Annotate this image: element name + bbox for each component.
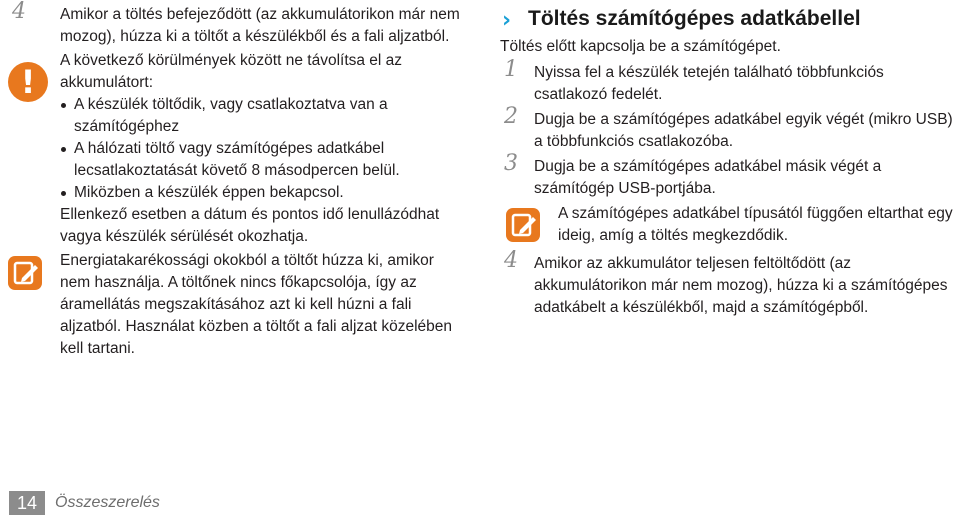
step-number: 2 bbox=[504, 104, 518, 129]
step-text: Amikor a töltés befejeződött (az akkumulátorikon már nem mozog), húzza ki a töltőt a készülékből és a fali aljzatból. bbox=[60, 6, 460, 45]
step-text: Nyissa fel a készülék tetején található többfunkciós csatlakozó fedelét. bbox=[534, 64, 884, 103]
warning-outro: Ellenkező esetben a dátum és pontos idő lenullázódhat vagya készülék sérülését okozhatja. bbox=[60, 206, 440, 245]
warning-intro: A következő körülmények között ne távolítsa el az akkumulátort: bbox=[60, 52, 403, 91]
warning-block bbox=[8, 50, 468, 248]
step-4 bbox=[500, 248, 955, 319]
note-text: A számítógépes adatkábel típusától függően eltarthat egy ideig, amíg a töltés megkezdődik. bbox=[558, 205, 953, 244]
list-item: Miközben a készülék éppen bekapcsol. bbox=[60, 182, 468, 204]
note-pencil-icon bbox=[8, 256, 42, 290]
step-2 bbox=[500, 104, 955, 153]
page-number: 14 bbox=[9, 491, 45, 515]
step-number: 3 bbox=[504, 151, 518, 176]
warning-icon: ! bbox=[8, 62, 48, 102]
note-pencil-icon bbox=[506, 208, 540, 242]
section-name: Összeszerelés bbox=[55, 494, 160, 511]
step-3 bbox=[500, 151, 955, 200]
cable-note-block bbox=[500, 203, 955, 247]
warning-bullet-list bbox=[60, 94, 468, 204]
chevron-right-icon: › bbox=[502, 8, 512, 33]
step-number: 4 bbox=[504, 248, 518, 273]
step-4-left bbox=[8, 0, 468, 48]
step-1 bbox=[500, 57, 955, 106]
list-item: A hálózati töltő vagy számítógépes adatkábel lecsatlakoztatását követő 8 másodpercen belül. bbox=[60, 138, 468, 182]
heading-text: Töltés számítógépes adatkábellel bbox=[528, 7, 861, 30]
section-intro: Töltés előtt kapcsolja be a számítógépet. bbox=[500, 38, 781, 55]
section-heading bbox=[500, 5, 955, 33]
left-column bbox=[8, 0, 468, 360]
step-text: Dugja be a számítógépes adatkábel másik végét a számítógép USB-portjába. bbox=[534, 158, 882, 197]
step-text: Amikor az akkumulátor teljesen feltöltődött (az akkumulátorikon már nem mozog), húzza ki a számítógépes adatkábelt a készülékből, majd a számítógépből. bbox=[534, 255, 948, 316]
step-number: 4 bbox=[12, 0, 26, 24]
step-number: 1 bbox=[504, 57, 518, 82]
right-column bbox=[500, 4, 955, 322]
list-item: A készülék töltődik, vagy csatlakoztatva van a számítógéphez bbox=[60, 94, 468, 138]
step-text: Dugja be a számítógépes adatkábel egyik végét (mikro USB) a többfunkciós csatlakozóba. bbox=[534, 111, 953, 150]
energy-note-block bbox=[8, 250, 468, 360]
note-text: Energiatakarékossági okokból a töltőt húzza ki, amikor nem használja. A töltőnek nincs főkapcsolója, így az áramellátás megszakításához azt ki kell húzni a fali aljzatból. Használat közben a töltőt a fali aljzat közelében kell tartani. bbox=[60, 252, 453, 357]
